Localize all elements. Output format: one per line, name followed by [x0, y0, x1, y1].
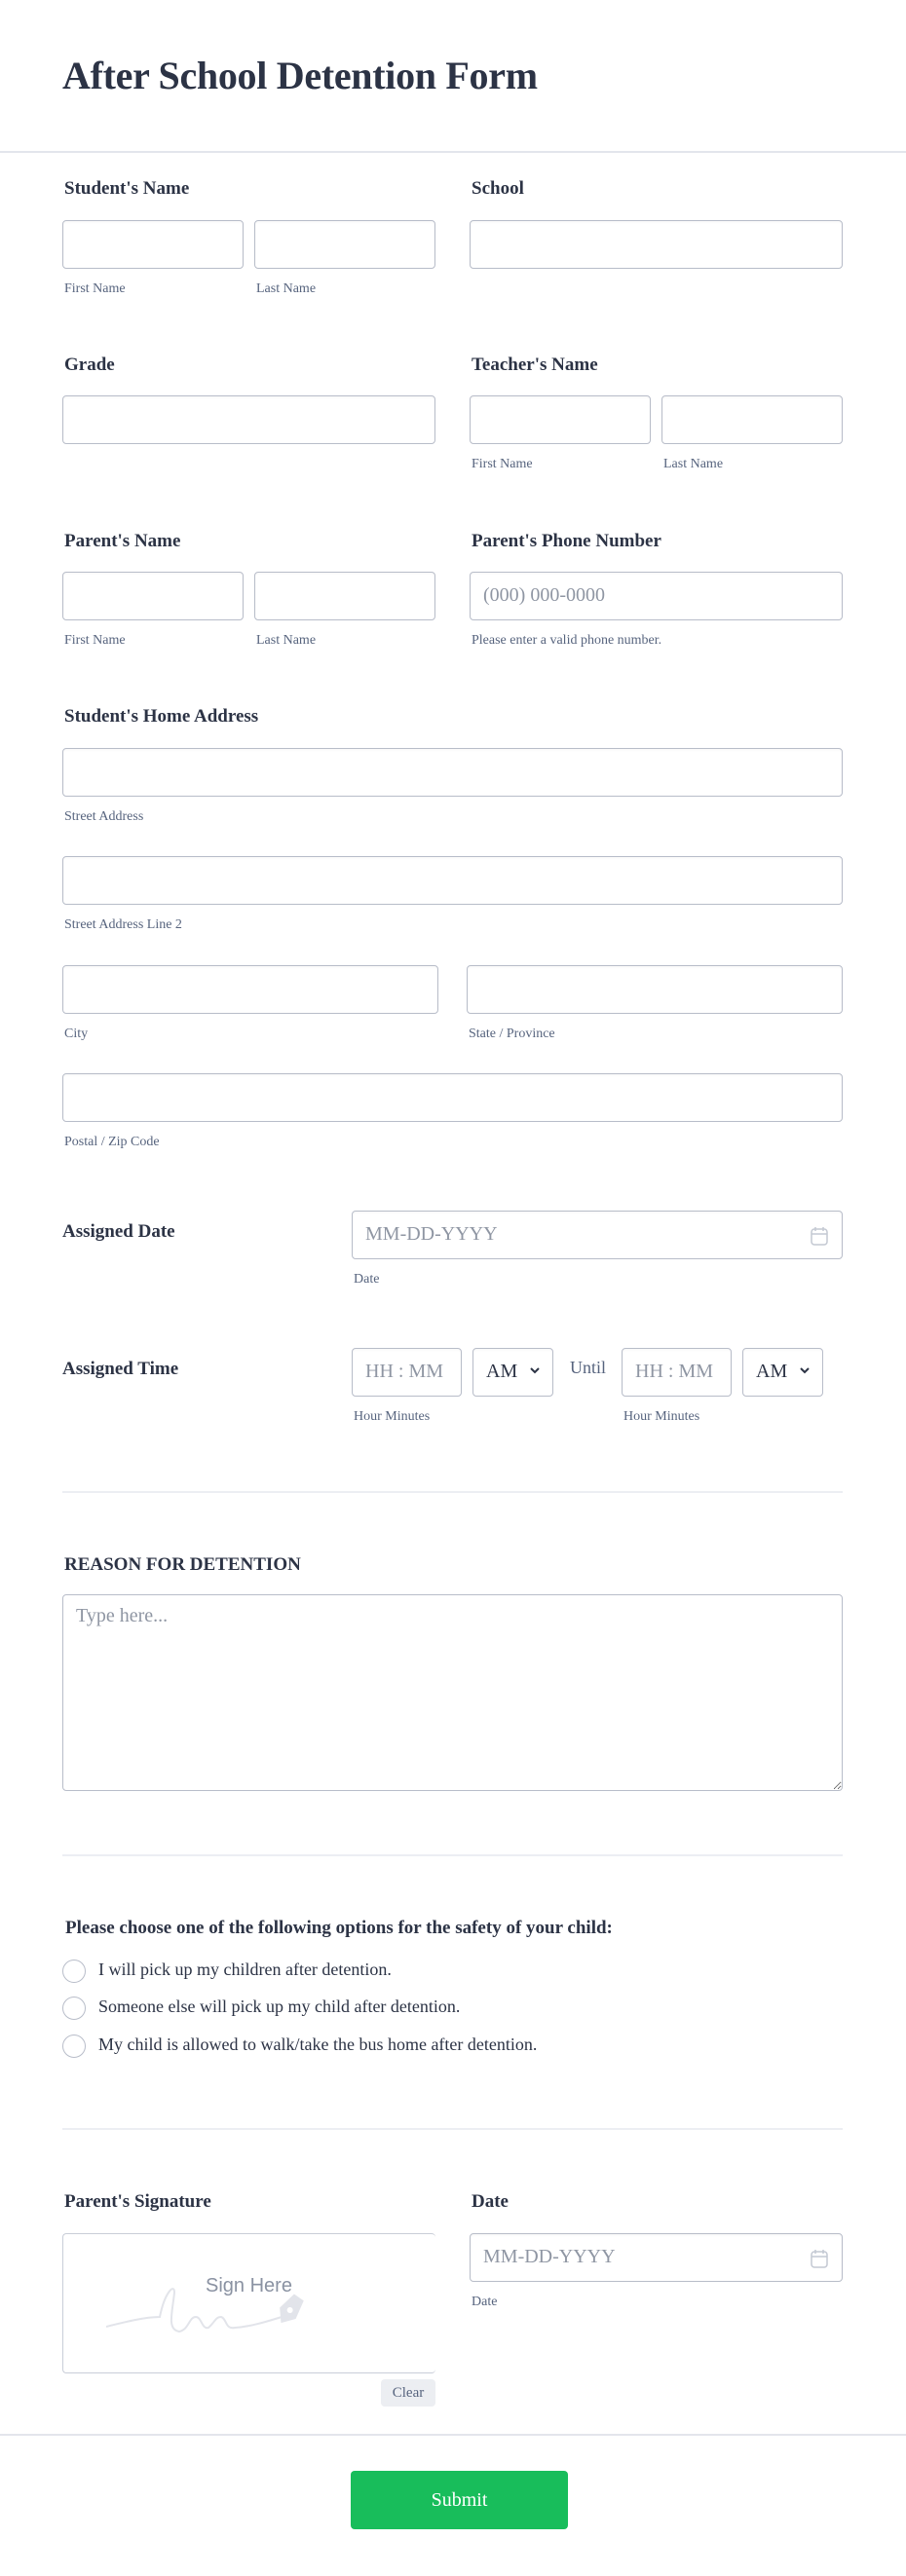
student-last-name-input[interactable]	[254, 220, 435, 269]
reason-textarea[interactable]	[62, 1594, 843, 1791]
grade-input[interactable]	[62, 395, 435, 444]
parents-phone-input[interactable]	[470, 572, 843, 620]
time-from-ampm-select[interactable]	[472, 1348, 553, 1397]
parent-last-name-input[interactable]	[254, 572, 435, 620]
teacher-first-name-sublabel: First Name	[472, 457, 533, 471]
safety-option-1-radio[interactable]	[62, 1960, 86, 1983]
students-name-label: Student's Name	[64, 178, 190, 199]
safety-option-3-radio[interactable]	[62, 2035, 86, 2058]
school-label: School	[472, 178, 524, 199]
zip-sublabel: Postal / Zip Code	[64, 1135, 160, 1149]
teacher-last-name-input[interactable]	[661, 395, 843, 444]
student-first-name-sublabel: First Name	[64, 281, 126, 296]
until-label: Until	[570, 1358, 607, 1377]
assigned-date-placeholder: MM-DD-YYYY	[365, 1223, 498, 1245]
sign-date-input[interactable]	[470, 2233, 843, 2282]
safety-option-1-label[interactable]: I will pick up my children after detention.	[98, 1960, 392, 1979]
time-to-ampm-value: AM	[756, 1361, 788, 1382]
assigned-time-label: Assigned Time	[62, 1359, 179, 1379]
chevron-down-icon	[798, 1363, 812, 1377]
city-sublabel: City	[64, 1027, 89, 1041]
assigned-date-input[interactable]	[352, 1211, 843, 1259]
signature-pad[interactable]	[62, 2233, 435, 2373]
student-first-name-input[interactable]	[62, 220, 244, 269]
time-to-ampm-select[interactable]	[742, 1348, 823, 1397]
section-divider	[62, 1854, 843, 1856]
parent-last-name-sublabel: Last Name	[256, 633, 317, 648]
calendar-icon[interactable]	[810, 1225, 829, 1247]
signature-label: Parent's Signature	[64, 2191, 211, 2212]
parents-phone-label: Parent's Phone Number	[472, 531, 661, 551]
student-last-name-sublabel: Last Name	[256, 281, 317, 296]
sign-here-prompt: Sign Here	[206, 2275, 292, 2296]
school-input[interactable]	[470, 220, 843, 269]
phone-hint: Please enter a valid phone number.	[472, 633, 662, 648]
state-input[interactable]	[467, 965, 843, 1014]
safety-question-label: Please choose one of the following options for the safety of your child:	[65, 1918, 613, 1938]
section-divider	[62, 2128, 843, 2130]
time-from-ampm-value: AM	[486, 1361, 518, 1382]
time-to-placeholder: HH : MM	[635, 1361, 714, 1382]
sign-date-placeholder: MM-DD-YYYY	[483, 2246, 616, 2267]
time-from-input[interactable]	[352, 1348, 462, 1397]
safety-option-2-label[interactable]: Someone else will pick up my child after detention.	[98, 1997, 461, 2016]
form-header	[0, 0, 906, 153]
parent-first-name-sublabel: First Name	[64, 633, 126, 648]
assigned-date-label: Assigned Date	[62, 1221, 175, 1242]
time-to-input[interactable]	[622, 1348, 732, 1397]
submit-button[interactable]: Submit	[351, 2471, 568, 2529]
street-address-line2-input[interactable]	[62, 856, 843, 905]
teacher-first-name-input[interactable]	[470, 395, 651, 444]
chevron-down-icon	[528, 1363, 542, 1377]
sign-date-sublabel: Date	[472, 2295, 498, 2309]
zip-input[interactable]	[62, 1073, 843, 1122]
grade-label: Grade	[64, 355, 115, 375]
assigned-date-sublabel: Date	[354, 1272, 380, 1287]
city-input[interactable]	[62, 965, 438, 1014]
time-from-sublabel: Hour Minutes	[354, 1409, 431, 1424]
street-address-input[interactable]	[62, 748, 843, 797]
phone-placeholder: (000) 000-0000	[483, 584, 605, 606]
parents-name-label: Parent's Name	[64, 531, 181, 551]
parent-first-name-input[interactable]	[62, 572, 244, 620]
section-divider	[62, 1491, 843, 1493]
signature-pen-icon	[106, 2273, 389, 2341]
teacher-last-name-sublabel: Last Name	[663, 457, 724, 471]
safety-option-2-radio[interactable]	[62, 1997, 86, 2020]
time-to-sublabel: Hour Minutes	[623, 1409, 700, 1424]
sign-date-label: Date	[472, 2191, 509, 2212]
safety-option-3-label[interactable]: My child is allowed to walk/take the bus home after detention.	[98, 2035, 538, 2054]
street-address-sublabel: Street Address	[64, 809, 144, 824]
calendar-icon[interactable]	[810, 2248, 829, 2269]
reason-label: REASON FOR DETENTION	[64, 1554, 301, 1575]
address-label: Student's Home Address	[64, 706, 259, 727]
form-title: After School Detention Form	[62, 54, 538, 97]
teachers-name-label: Teacher's Name	[472, 355, 598, 375]
time-from-placeholder: HH : MM	[365, 1361, 444, 1382]
state-sublabel: State / Province	[469, 1027, 555, 1041]
clear-signature-button[interactable]: Clear	[381, 2379, 435, 2407]
street-address-line2-sublabel: Street Address Line 2	[64, 917, 182, 932]
